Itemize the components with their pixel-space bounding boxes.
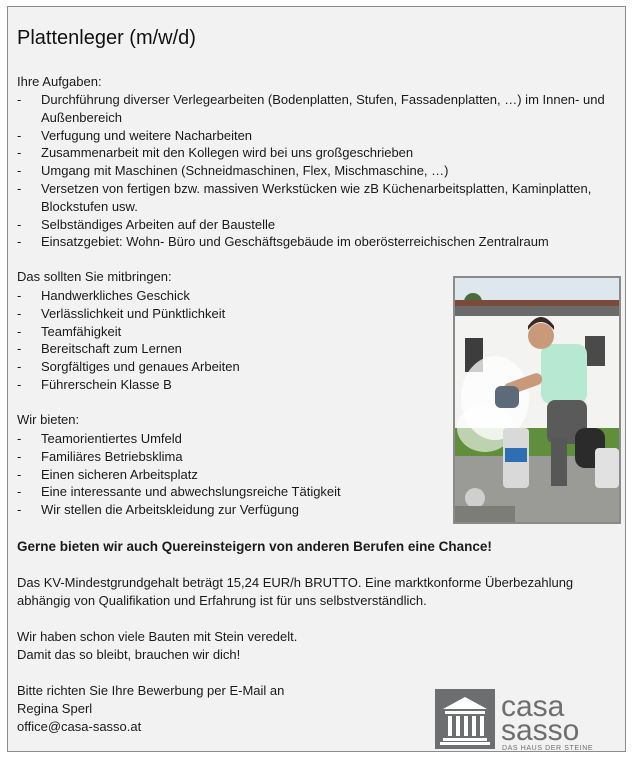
contact-email[interactable]: office@casa-sasso.at <box>17 719 142 734</box>
contact-block <box>17 682 417 736</box>
tiler-photo <box>453 276 621 524</box>
career-changer-note: Gerne bieten wir auch Quereinsteigern von anderen Berufen eine Chance! <box>17 539 492 554</box>
salary-line-1: Das KV-Mindestgrundgehalt beträgt 15,24 EUR/h BRUTTO. Eine marktkonforme Überbezahlung <box>17 575 574 590</box>
closing-line-2: Damit das so bleibt, brauchen wir dich! <box>17 647 241 662</box>
tasks-heading: Ihre Aufgaben: <box>17 74 102 89</box>
contact-intro: Bitte richten Sie Ihre Bewerbung per E-Mail an <box>17 683 285 698</box>
company-logo <box>435 689 623 751</box>
offer-item: - Wir stellen die Arbeitskleidung zur Verfügung <box>17 501 437 519</box>
task-item: - Umgang mit Maschinen (Schneidmaschinen, Flex, Mischmaschine, …) <box>17 162 617 180</box>
logo-word-casa: casa <box>501 690 565 723</box>
closing-line-1: Wir haben schon viele Bauten mit Stein veredelt. <box>17 629 298 644</box>
closing-paragraph <box>17 628 617 664</box>
task-item: - Zusammenarbeit mit den Kollegen wird bei uns großgeschrieben <box>17 144 617 162</box>
job-ad-card <box>7 6 626 752</box>
offer-item: - Familiäres Betriebsklima <box>17 448 437 466</box>
logo-tagline: DAS HAUS DER STEINE <box>502 745 594 751</box>
offer-item: - Teamorientiertes Umfeld <box>17 430 437 448</box>
offer-list <box>17 430 437 519</box>
offer-item: - Einen sicheren Arbeitsplatz <box>17 466 437 484</box>
requirement-item: - Sorgfältiges und genaues Arbeiten <box>17 358 437 376</box>
requirement-item: - Bereitschaft zum Lernen <box>17 340 437 358</box>
requirements-list <box>17 287 437 394</box>
task-item: - Einsatzgebiet: Wohn- Büro und Geschäftsgebäude im oberösterreichischen Zentralraum <box>17 233 617 251</box>
casa-sasso-logo-mark <box>435 689 623 751</box>
offer-heading: Wir bieten: <box>17 412 80 427</box>
task-item: - Verfugung und weitere Nacharbeiten <box>17 127 617 145</box>
task-item: - Selbständiges Arbeiten auf der Baustelle <box>17 216 617 234</box>
offer-item: - Eine interessante und abwechslungsreiche Tätigkeit <box>17 483 437 501</box>
requirements-heading: Das sollten Sie mitbringen: <box>17 269 172 284</box>
task-item: - Versetzen von fertigen bzw. massiven Werkstücken wie zB Küchenarbeitsplatten, Kaminplatten, Blockstufen usw. <box>17 180 617 216</box>
requirement-item: - Verlässlichkeit und Pünktlichkeit <box>17 305 437 323</box>
requirement-item: - Handwerkliches Geschick <box>17 287 437 305</box>
requirement-item: - Teamfähigkeit <box>17 323 437 341</box>
contact-name: Regina Sperl <box>17 701 93 716</box>
tiler-photo-illustration <box>455 278 619 522</box>
requirement-item: - Führerschein Klasse B <box>17 376 437 394</box>
task-item: - Durchführung diverser Verlegearbeiten (Bodenplatten, Stufen, Fassadenplatten, …) im Innen- und Außenbereich <box>17 91 617 127</box>
salary-paragraph <box>17 574 617 610</box>
salary-line-2: abhängig von Qualifikation und Erfahrung ist für uns selbstverständlich. <box>17 593 427 608</box>
logo-word-sasso: sasso <box>501 714 580 747</box>
job-title: Plattenleger (m/w/d) <box>17 27 196 49</box>
tasks-list <box>17 91 617 251</box>
